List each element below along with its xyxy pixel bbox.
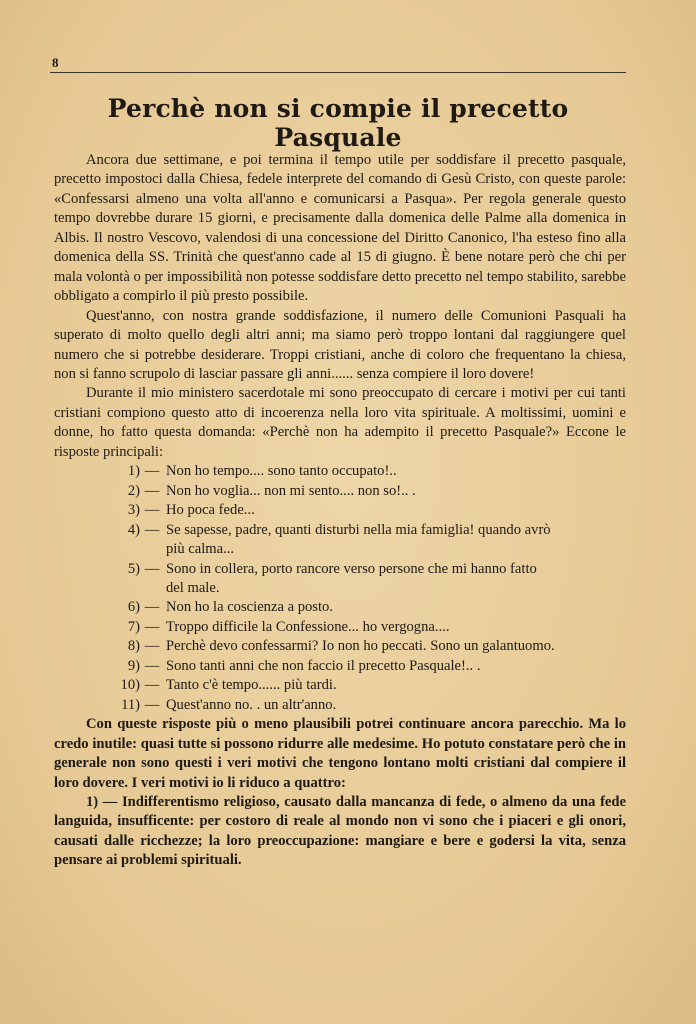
list-item: 11) — Quest'anno no. . un altr'anno.	[121, 696, 337, 713]
article-body	[54, 151, 626, 871]
bold-section	[54, 715, 626, 871]
list-item: 10) — Tanto c'è tempo...... più tardi.	[120, 677, 337, 694]
list-item: 1) — Non ho tempo.... sono tanto occupato!..	[127, 463, 397, 480]
list-item: 9) — Sono tanti anni che non faccio il precetto Pasquale!.. .	[127, 657, 481, 674]
motive-1-paragraph: 1) — Indifferentismo religioso, causato dalla mancanza di fede, o almeno da una fede languida, insufficente: per costoro di reale al mondo non vi sono che i piaceri e gli onori, causati dalle ricchezze; la loro preoccupazione: mangiare e bere e godersi la vita, senza pensare ai problemi spirituali.	[54, 793, 626, 869]
list-item: 4) — Se sapesse, padre, quanti disturbi nella mia famiglia! quando avrò più calma...	[127, 521, 551, 558]
top-rule	[50, 72, 626, 73]
list-item: 5) — Sono in collera, porto rancore verso persone che mi hanno fatto del male.	[127, 560, 537, 596]
page-number: 8	[52, 55, 59, 70]
list-item: 6) — Non ho la coscienza a posto.	[127, 599, 333, 616]
list-item: 8) — Perchè devo confessarmi? Io non ho peccati. Sono un galantuomo.	[127, 638, 555, 655]
page-title: Perchè non si compie il precetto Pasquale	[107, 94, 569, 152]
paragraph-2: Quest'anno, con nostra grande soddisfazione, il numero delle Comunioni Pasquali ha superato di molto quello degli altri anni; ma siamo però troppo lontani dal raggiungere quel numero che si potrebbe desiderare. Troppi cristiani, anche di coloro che frequentano la chiesa, non si fanno scrupolo di lasciar passare gli anni...... senza compiere il loro dovere!	[54, 307, 626, 382]
answers-list	[54, 462, 626, 715]
paragraph-1: Ancora due settimane, e poi termina il tempo utile per soddisfare il precetto pasquale, precetto impostoci dalla Chiesa, fedele interprete del comando di Gesù Cristo, con queste parole: «Confessarsi almeno una volta all'anno e comunicarsi a Pasqua». Per regola generale questo tempo dovrebbe durare 15 giorni, e precisamente dalla domenica delle Palme alla domenica in Albis. Il nostro Vescovo, valendosi di una concessione del Diritto Canonico, l'ha esteso fino alla domenica della SS. Trinità che quest'anno cade al 15 di giugno. È bene notare però che chi per mala volontà o per impossibilità non potesse soddisfare detto precetto nel tempo stabilito, sarebbe obbligato a compirlo il più presto possibile.	[54, 152, 626, 305]
paragraph-3: Durante il mio ministero sacerdotale mi sono preoccupato di cercare i motivi per cui tanti cristiani compiono questo atto di incoerenza nella loro vita spirituale. A moltissimi, uomini e donne, ho fatto questa domanda: «Perchè non ha adempito il precetto Pasquale?» Eccone le risposte principali:	[54, 385, 626, 460]
list-item: 3) — Ho poca fede...	[127, 502, 255, 519]
closing-paragraph: Con queste risposte più o meno plausibili potrei continuare ancora parecchio. Ma lo credo inutile: quasi tutte si possono ridurre alle medesime. Ho potuto constatare però che in generale non sono questi i veri motivi che tengono lontano molti cristiani dal compiere il loro dovere. I veri motivi io li riduco a quattro:	[54, 716, 626, 791]
list-item: 7) — Troppo difficile la Confessione... ho vergogna....	[127, 618, 450, 635]
list-item: 2) — Non ho voglia... non mi sento.... non so!.. .	[127, 482, 416, 499]
